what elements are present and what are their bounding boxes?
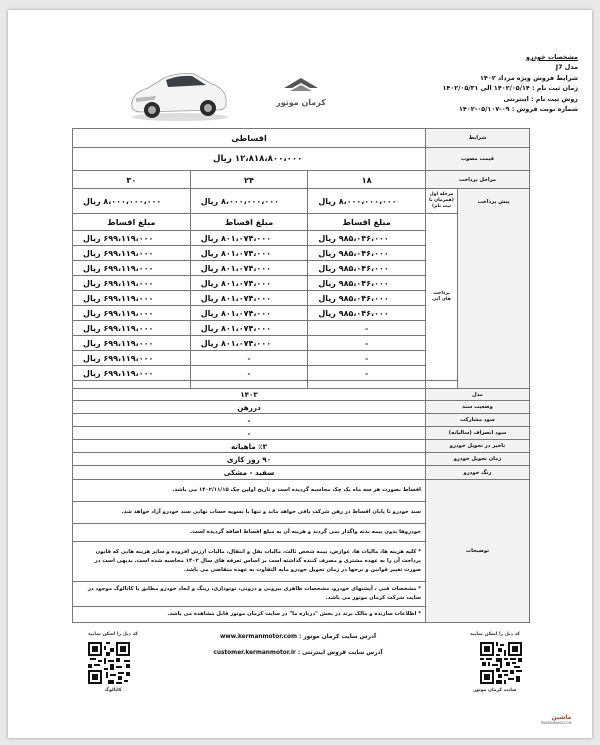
spec-title: مشخصات خودرو — [526, 53, 578, 61]
prepay-18: ۸،۰۰۰،۰۰۰،۰۰۰ ریال — [308, 189, 426, 214]
prepay-30: ۸،۰۰۰،۰۰۰،۰۰۰ ریال — [73, 189, 191, 214]
installment-table — [72, 128, 530, 623]
inst-18-2: ۹۸۵،۰۴۶،۰۰۰ ریال — [308, 246, 426, 261]
status-label: وضعیت سند — [426, 401, 530, 414]
inst-30-10: ۶۹۹،۱۱۹،۰۰۰ ریال — [73, 366, 191, 381]
inst-30-9: ۶۹۹،۱۱۹،۰۰۰ ریال — [73, 351, 191, 366]
spec-block — [328, 52, 578, 114]
inst-18-5: ۹۸۵،۰۴۶،۰۰۰ ریال — [308, 291, 426, 306]
inst-header-24: مبلغ اقساط — [190, 214, 308, 231]
partner-value: - — [73, 414, 426, 427]
price-sheet — [8, 10, 592, 738]
late-value: ٪۳ ماهیانه — [73, 440, 426, 453]
inst-18-10: - — [308, 366, 426, 381]
prepay-sub: مرحله اول (همزمان با ثبت نام) — [426, 189, 458, 214]
watermark — [541, 714, 571, 725]
inst-24-1: ۸۰۱،۰۷۴،۰۰۰ ریال — [190, 231, 308, 246]
inst-30-1: ۶۹۹،۱۱۹،۰۰۰ ریال — [73, 231, 191, 246]
color-label: رنگ خودرو — [426, 466, 530, 480]
conditions-value: اقساطی — [73, 129, 426, 148]
spec-model: مدل J7 — [555, 63, 578, 72]
inst-30-4: ۶۹۹،۱۱۹،۰۰۰ ریال — [73, 276, 191, 291]
note-4: * کلیه هزینه ها، مالیات ها، عوارض، بیمه شخص ثالث، مالیات نقل و انتقال، مالیات ارزش افزوده و سایر هزینه هایی که قانون پرداخت آن را به عهده مشتری و مصرف کننده گذاشته است بر اساس تعرفه های سال ۱۴۰۲ محاسبه شده است. بدیهی است در صورت تغییر قوانین و نرخها در زمان تحویل خودرو مابه التفاوت به عهده متقاضی می باشد. — [73, 542, 426, 582]
note-1: اقساط بصورت هر سه ماه یک چک محاسبه گردیده است و تاریخ اولین چک ۱۴۰۲/۱۱/۱۵ می باشد. — [73, 480, 426, 502]
car-image — [126, 62, 230, 124]
inst-24-3: ۸۰۱،۰۷۴،۰۰۰ ریال — [190, 261, 308, 276]
note-6: * اطلاعات سازنده و مالک برند در بخش "درباره ما" در سایت کرمان موتور قابل مشاهده می باشد. — [73, 607, 426, 623]
prepay-label: پیش پرداخت — [458, 189, 530, 389]
inst-24-4: ۸۰۱،۰۷۴،۰۰۰ ریال — [190, 276, 308, 291]
inst-30-2: ۶۹۹،۱۱۹،۰۰۰ ریال — [73, 246, 191, 261]
partner-label: سود مشارکت — [426, 414, 530, 427]
future-label: پرداخت های آتی — [426, 214, 458, 381]
inst-header-30: مبلغ اقساط — [73, 214, 191, 231]
inst-24-6: ۸۰۱،۰۷۴،۰۰۰ ریال — [190, 306, 308, 321]
inst-24-7: ۸۰۱،۰۷۴،۰۰۰ ریال — [190, 321, 308, 336]
note-3: خودروها بدون بیمه بدنه واگذار نمی گردند و هزینه آن به مبلغ اقساط اضافه گردیده است. — [73, 524, 426, 542]
price-label: قیمت مصوب — [426, 148, 530, 171]
prepay-24: ۸،۰۰۰،۰۰۰،۰۰۰ ریال — [190, 189, 308, 214]
inst-18-4: ۹۸۵،۰۴۶،۰۰۰ ریال — [308, 276, 426, 291]
site-label: سایت کرمان موتور — [473, 688, 517, 693]
kerman-motor-logo — [270, 74, 332, 114]
inst-30-8: ۶۹۹،۱۱۹،۰۰۰ ریال — [73, 336, 191, 351]
late-label: تاخیر در تحویل خودرو — [426, 440, 530, 453]
spec-reg-time: زمان ثبت نام : ۱۴۰۲/۰۵/۱۴ الی ۱۴۰۲/۰۵/۳۱ — [442, 84, 578, 93]
stages-label: مراحل پرداخت — [426, 171, 530, 189]
sales-site-address: آدرس سایت فروش اینترنتی : customer.kermanmotor.ir — [213, 650, 383, 656]
site-qr-code[interactable] — [480, 642, 522, 684]
inst-24-10: - — [190, 366, 308, 381]
inst-18-9: - — [308, 351, 426, 366]
price-value: ۱۲،۸۱۸،۸۰۰،۰۰۰ ریال — [73, 148, 426, 171]
delivery-label: زمان تحویل خودرو — [426, 453, 530, 466]
note-5: * مشخصات فنی ، آپشنهای خودرو، مشخصات ظاهری بیرونی و درونی، توتوداری، رینگ و ابعاد خودرو مطابق با کاتالوگ موجود در سایت شرکت کرمان موتور می باشد. — [73, 582, 426, 607]
inst-30-3: ۶۹۹،۱۱۹،۰۰۰ ریال — [73, 261, 191, 276]
inst-18-3: ۹۸۵،۰۴۶،۰۰۰ ریال — [308, 261, 426, 276]
spec-sale: شرایط فروش ویژه مرداد ۱۴۰۲ — [480, 73, 578, 82]
catalog-label: کاتالوگ — [104, 688, 122, 693]
scan-hint-left: کد ذیل را اسکن نمایید — [88, 632, 138, 637]
watermark-text: ماشین — [551, 714, 572, 721]
inst-24-2: ۸۰۱،۰۷۴،۰۰۰ ریال — [190, 246, 308, 261]
inst-18-7: - — [308, 321, 426, 336]
inst-18-6: ۹۸۵،۰۴۶،۰۰۰ ریال — [308, 306, 426, 321]
spec-turn: شماره نوبت فروش : ۰۹-۰۵/۱۰۷-۱۴۰۲ — [459, 105, 578, 114]
inst-18-1: ۹۸۵،۰۴۶،۰۰۰ ریال — [308, 231, 426, 246]
cancel-profit-label: سود انصراف (سالیانه) — [426, 427, 530, 440]
model-label: مدل — [426, 389, 530, 401]
catalog-qr-code[interactable] — [88, 642, 130, 684]
stage-30: ۳۰ — [73, 171, 191, 189]
conditions-label: شرایط — [426, 129, 530, 148]
color-value: سفید - مشکی — [73, 466, 426, 480]
spec-reg-method: روش ثبت نام : اینترنتی — [503, 94, 578, 103]
notes-label: توضیحات — [426, 480, 530, 623]
status-value: دررهن — [73, 401, 426, 414]
stage-18: ۱۸ — [308, 171, 426, 189]
inst-30-6: ۶۹۹،۱۱۹،۰۰۰ ریال — [73, 306, 191, 321]
scan-hint-right: کد ذیل را اسکن نمایید — [470, 632, 520, 637]
inst-24-9: - — [190, 351, 308, 366]
inst-30-5: ۶۹۹،۱۱۹،۰۰۰ ریال — [73, 291, 191, 306]
watermark-sub: MASHINRAMA.COM — [541, 721, 572, 725]
delivery-value: ۹۰ روز کاری — [73, 453, 426, 466]
note-2: سند خودرو تا پایان اقساط در رهن شرکت باقی خواهد ماند و تنها با تسویه حساب نهایی سند خودرو آزاد خواهد شد. — [73, 502, 426, 524]
inst-24-5: ۸۰۱،۰۷۴،۰۰۰ ریال — [190, 291, 308, 306]
stage-24: ۲۴ — [190, 171, 308, 189]
site-address: آدرس سایت کرمان موتور : www.kermanmotor.com — [220, 634, 376, 640]
cancel-profit-value: - — [73, 427, 426, 440]
inst-header-18: مبلغ اقساط — [308, 214, 426, 231]
inst-30-7: ۶۹۹،۱۱۹،۰۰۰ ریال — [73, 321, 191, 336]
brand-text: کرمان موتور — [276, 98, 326, 107]
inst-18-8: - — [308, 336, 426, 351]
model-value: ۱۴۰۳ — [73, 389, 426, 401]
inst-24-8: ۸۰۱،۰۷۴،۰۰۰ ریال — [190, 336, 308, 351]
